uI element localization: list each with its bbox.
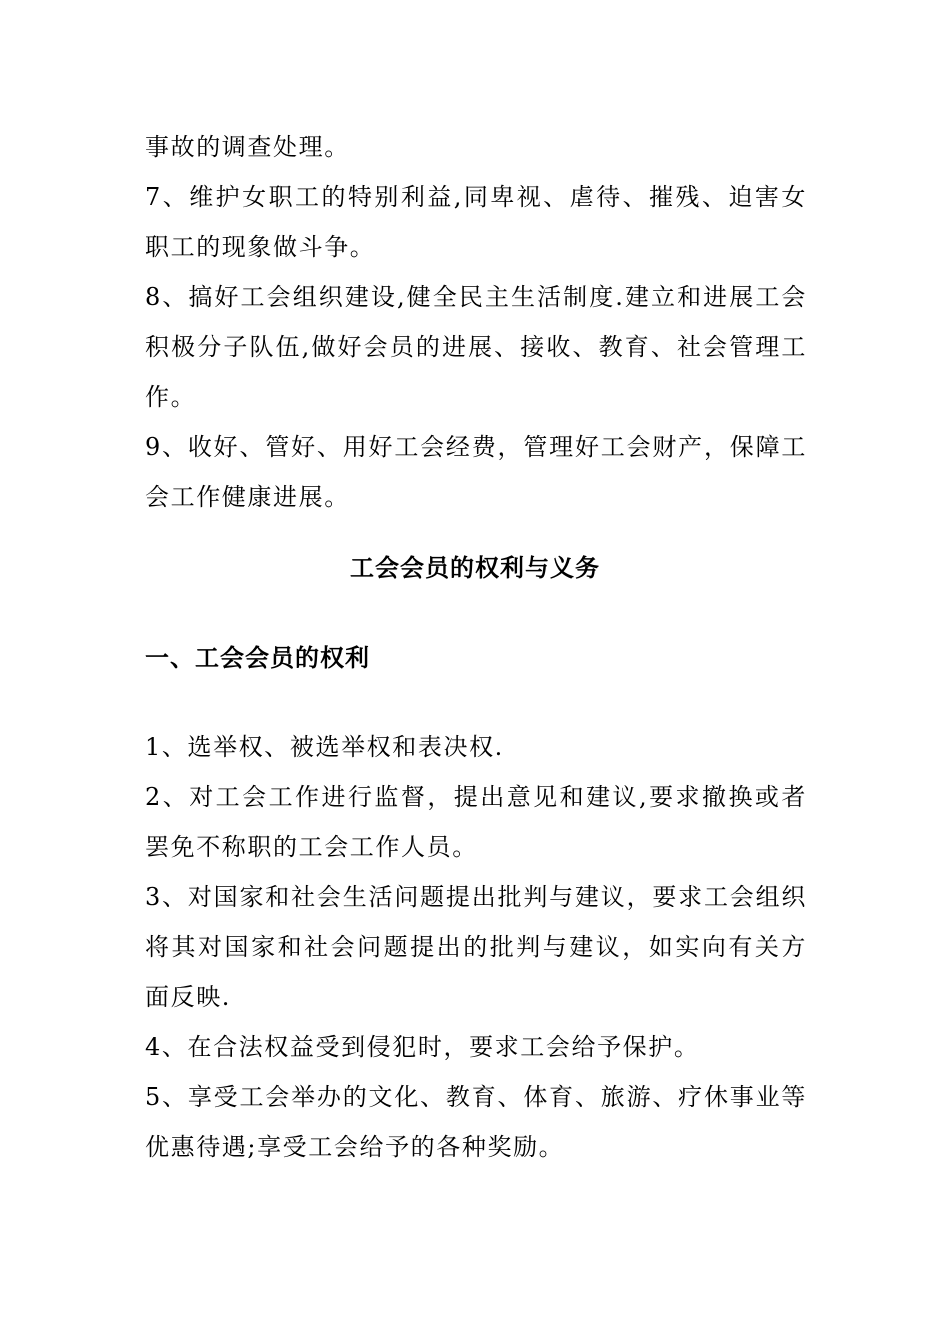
rights-item-1: 1、选举权、被选举权和表决权. [145, 733, 504, 761]
rights-item-5: 5、享受工会举办的文化、教育、体育、旅游、疗休事业等优惠待遇;享受工会给予的各种奖励。 [145, 1083, 807, 1161]
rights-item-4: 4、在合法权益受到侵犯时，要求工会给予保护。 [145, 1033, 700, 1061]
section-title: 工会会员的权利与义务 [350, 554, 600, 582]
paragraph-continuation: 事故的调查处理。 [145, 133, 350, 161]
rights-item-2: 2、对工会工作进行监督，提出意见和建议,要求撤换或者罢免不称职的工会工作人员。 [145, 783, 807, 861]
paragraph-item-7: 7、维护女职工的特别利益,同卑视、虐待、摧残、迫害女职工的现象做斗争。 [145, 183, 807, 261]
rights-item-3: 3、对国家和社会生活问题提出批判与建议，要求工会组织将其对国家和社会问题提出的批判与建议，如实向有关方面反映. [145, 883, 807, 1011]
paragraph-item-9: 9、收好、管好、用好工会经费，管理好工会财产，保障工会工作健康进展。 [145, 433, 807, 511]
paragraph-item-8: 8、搞好工会组织建设,健全民主生活制度.建立和进展工会积极分子队伍,做好会员的进展、接收、教育、社会管理工作。 [145, 283, 807, 411]
rights-heading: 一、工会会员的权利 [145, 644, 370, 672]
